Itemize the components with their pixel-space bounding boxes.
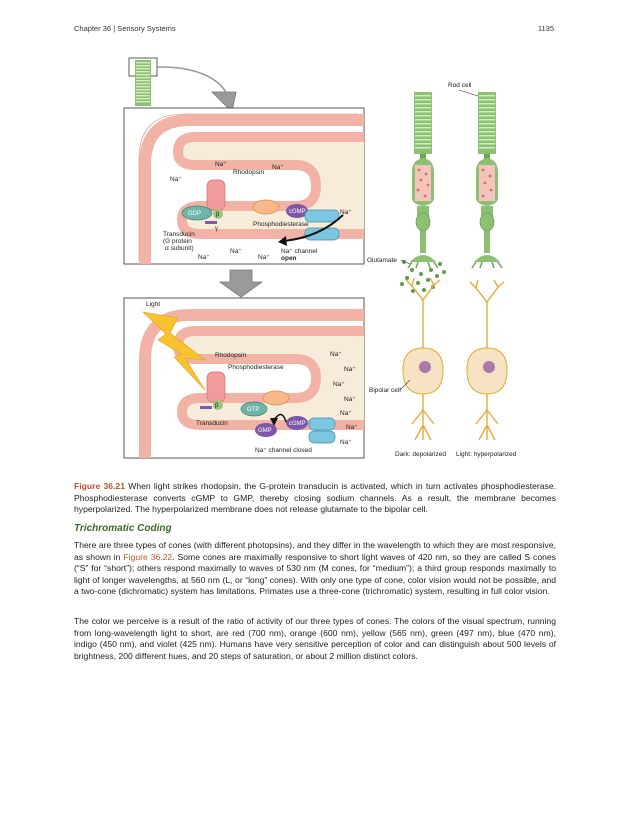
cgmp-label: cGMP [289, 209, 306, 215]
rod-cells-panel [367, 82, 517, 458]
paragraph-text: There are three types of cones (with different photopsins), and they differ in the wavelength to which they are most responsive, as shown in [74, 540, 556, 562]
na-label: Na⁺ [258, 254, 270, 261]
figure-label: Figure 36.21 [74, 481, 125, 491]
light-hyperpolarized-label: Light: hyperpolarized [456, 451, 517, 458]
na-channel-open [305, 210, 339, 222]
top-panel [124, 108, 364, 266]
rod-thumbnail [129, 58, 157, 106]
na-label: Na⁺ [230, 248, 242, 255]
gmp-label: GMP [258, 428, 272, 434]
glutamate-label: Glutamate [367, 257, 397, 264]
channel-label: Na⁺ channel [281, 248, 318, 255]
transducin-label: Transducin [196, 420, 228, 427]
na-label: Na⁺ [344, 366, 356, 373]
beta-label: β [215, 403, 219, 409]
na-label: Na⁺ [170, 176, 182, 183]
dark-depolarized-label: Dark: depolarized [395, 451, 446, 458]
na-label: Na⁺ [330, 351, 342, 358]
bipolar-cell-label: Bipolar cell [369, 387, 401, 394]
na-label: Na⁺ [333, 381, 345, 388]
na-label: Na⁺ [340, 209, 352, 216]
na-channel-closed [309, 418, 335, 430]
na-label: Na⁺ [340, 439, 352, 446]
down-arrow [220, 270, 262, 297]
rod-cell-light [472, 92, 502, 268]
bottom-panel [124, 298, 364, 460]
transducin-label: (G protein [163, 238, 192, 245]
figure-link[interactable]: Figure 36.22 [123, 551, 173, 562]
section-title: Trichromatic Coding [74, 523, 172, 534]
running-header-chapter: Chapter 36 | Sensory Systems [74, 24, 176, 33]
phosphodiesterase-label: Phosphodiesterase [253, 221, 309, 228]
phosphodiesterase-protein [253, 200, 279, 214]
na-label: Na⁺ [198, 254, 210, 261]
figure-caption [74, 481, 556, 516]
na-label: Na⁺ [344, 396, 356, 403]
rhodopsin-protein [207, 180, 225, 210]
caption-text: When light strikes rhodopsin, the G-protein transducin is activated, which in turn activates phosphodiesterase. Phosphodiesterase converts cGMP to GMP, thereby closing sodium channels. As a result, the membrane becomes hyperpolarized. The hyperpolarized membrane does not release glutamate to the bipolar cell. [74, 481, 556, 514]
paragraph-2: The color we perceive is a result of the ratio of activity of our three types of cones. The colors of the visual spectrum, running from long-wavelength light to short, are red (700 nm), orange (600 nm), yellow (565 nm), green (497 nm), blue (470 nm), indigo (450 nm), and violet (425 nm). Humans have very sensitive perception of color and can distinguish about 500 levels of brightness, 200 different hues, and 20 steps of saturation, or about 2 million distinct colors. [74, 616, 556, 661]
na-label: Na⁺ [340, 410, 352, 417]
light-label: Light [146, 301, 161, 308]
na-label: Na⁺ [215, 161, 227, 168]
transducin-label: Transducin [163, 231, 195, 238]
paragraph-text: . Some cones are maximally responsive to short light waves of 420 nm, so they are called S cones (“S” for “short”); others respond maximally to waves of 530 nm (M cones, for “medium”); a third group responds maximally to light of longer wavelengths, at 560 nm (L, or “long” cones). With only one type of cone, color vision would not be possible, and a two-cone (dichromatic) system has limitations. Primates use a three-cone (trichromatic) system, resulting in full color vision. [74, 551, 556, 597]
zoom-arrow [157, 67, 236, 112]
rhodopsin-label: Rhodopsin [233, 169, 265, 176]
na-label: Na⁺ [346, 424, 358, 431]
channel-label: Na⁺ channel closed [255, 447, 312, 454]
gdp-label: GDP [188, 211, 202, 217]
phosphodiesterase-label: Phosphodiesterase [228, 364, 284, 371]
na-label: Na⁺ [272, 164, 284, 171]
transducin-label: α subunit) [165, 245, 194, 252]
beta-label: β [216, 212, 220, 218]
rhodopsin-label: Rhodopsin [215, 352, 247, 359]
rod-cell-dark [408, 92, 438, 268]
gtp-label: GTP [247, 407, 260, 413]
gamma-label: γ [215, 226, 218, 232]
glutamate-vesicles [400, 260, 446, 293]
channel-state-label: open [281, 255, 297, 262]
rod-cell-label: Rod cell [448, 82, 472, 89]
cgmp-label: cGMP [289, 421, 306, 427]
page-number: 1135 [537, 24, 554, 33]
paragraph-1 [74, 540, 556, 598]
